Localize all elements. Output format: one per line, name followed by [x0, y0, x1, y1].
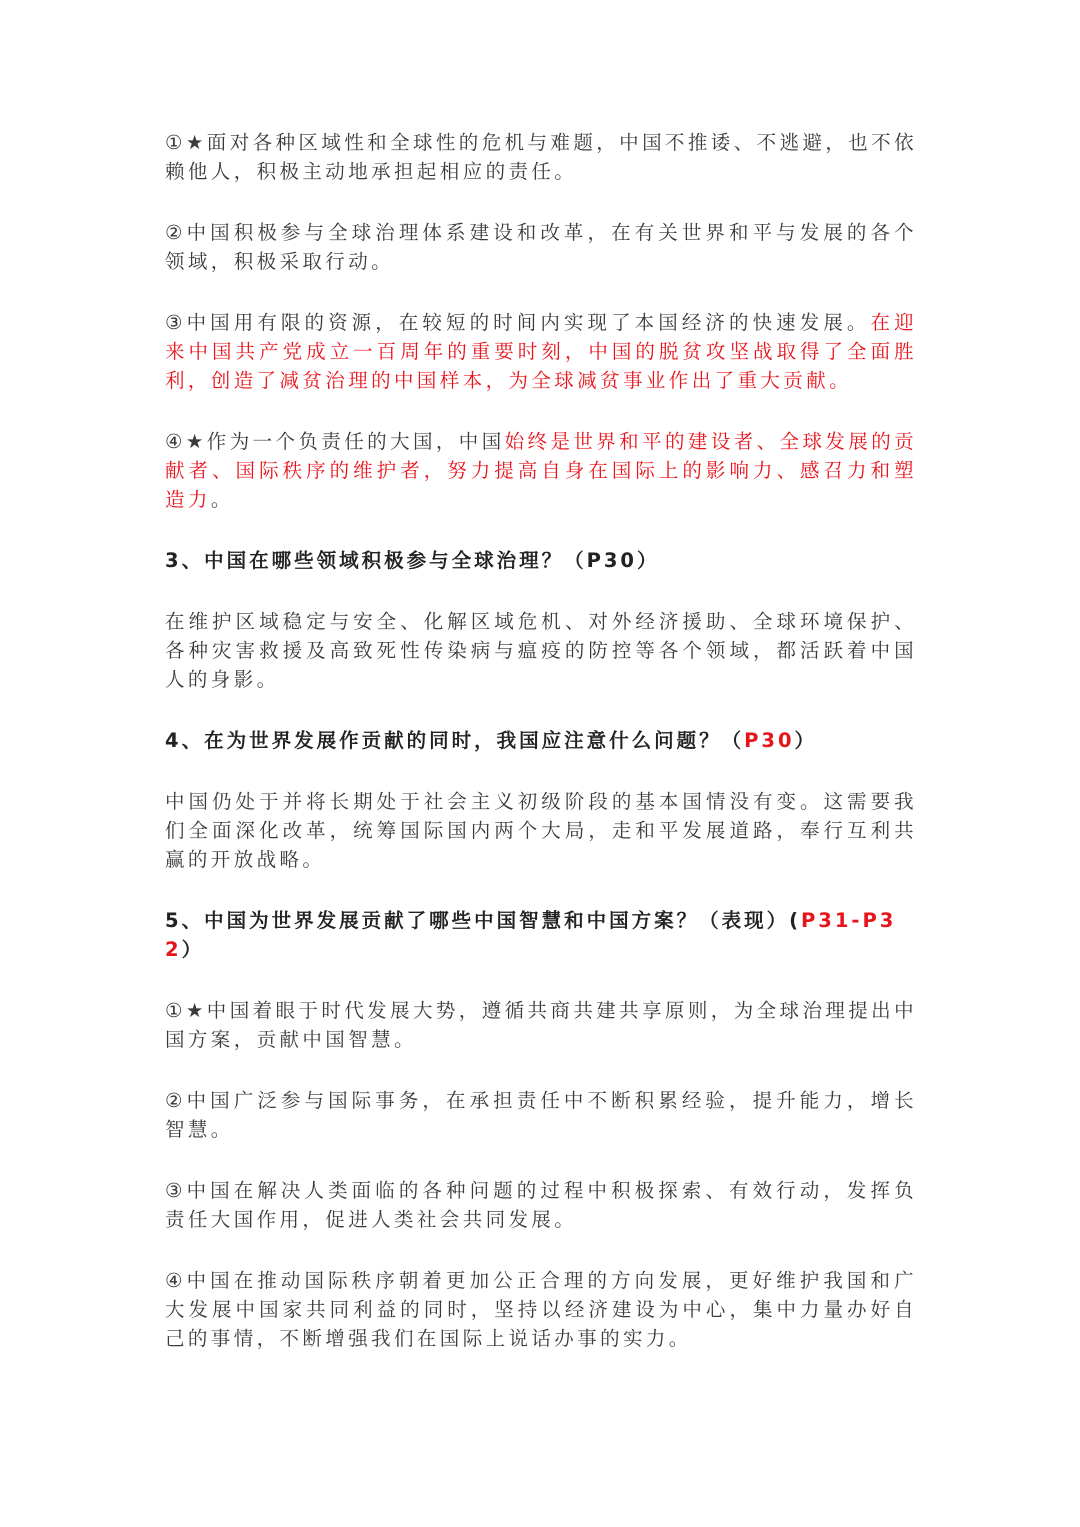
body-text: ②中国广泛参与国际事务，在承担责任中不断积累经验，提升能力，增长智慧。: [165, 1089, 917, 1141]
answer-paragraph: [165, 787, 917, 874]
body-text: ）: [181, 938, 205, 961]
highlighted-text: 在迎来中国共产党成立一百周年的重要时刻，中国的脱贫攻坚战取得了全面胜利，创造了减贫治理的中国样本，为全球减贫事业作出了重大贡献。: [165, 311, 917, 392]
paragraph-gap: [165, 964, 917, 996]
body-text: ①★中国着眼于时代发展大势，遵循共商共建共享原则，为全球治理提出中国方案，贡献中国智慧。: [165, 999, 917, 1051]
paragraph-gap: [165, 694, 917, 726]
paragraph-gap: [165, 575, 917, 607]
body-text: 5、中国为世界发展贡献了哪些中国智慧和中国方案？（表现）(: [165, 909, 801, 932]
body-text: ③中国用有限的资源，在较短的时间内实现了本国经济的快速发展。: [165, 311, 871, 334]
body-text: ④中国在推动国际秩序朝着更加公正合理的方向发展，更好维护我国和广大发展中国家共同利益的同时，坚持以经济建设为中心，集中力量办好自己的事情，不断增强我们在国际上说话办事的实力。: [165, 1269, 917, 1350]
body-text: 中国仍处于并将长期处于社会主义初级阶段的基本国情没有变。这需要我们全面深化改革，统筹国际国内两个大局，走和平发展道路，奉行互利共赢的开放战略。: [165, 790, 917, 871]
answer-paragraph: [165, 1176, 917, 1234]
body-text: ③中国在解决人类面临的各种问题的过程中积极探索、有效行动，发挥负责任大国作用，促进人类社会共同发展。: [165, 1179, 917, 1231]
answer-paragraph: [165, 128, 917, 186]
body-text: ④★作为一个负责任的大国，中国: [165, 430, 505, 453]
question-heading: [165, 906, 917, 964]
question-heading: [165, 726, 917, 755]
answer-paragraph: [165, 427, 917, 514]
answer-paragraph: [165, 996, 917, 1054]
body-text: 。: [210, 488, 234, 511]
answer-paragraph: [165, 1086, 917, 1144]
paragraph-gap: [165, 755, 917, 787]
highlighted-text: P31-P32: [165, 909, 897, 961]
answer-paragraph: [165, 1266, 917, 1353]
body-text: 在维护区域稳定与安全、化解区域危机、对外经济援助、全球环境保护、各种灾害救援及高致死性传染病与瘟疫的防控等各个领域，都活跃着中国人的身影。: [165, 610, 917, 691]
paragraph-gap: [165, 186, 917, 218]
paragraph-gap: [165, 1054, 917, 1086]
body-text: 4、在为世界发展作贡献的同时，我国应注意什么问题？（: [165, 729, 745, 752]
document-page: [165, 128, 917, 1353]
answer-paragraph: [165, 607, 917, 694]
question-heading: [165, 546, 917, 575]
paragraph-gap: [165, 395, 917, 427]
answer-paragraph: [165, 308, 917, 395]
answer-paragraph: [165, 218, 917, 276]
body-text: ②中国积极参与全球治理体系建设和改革，在有关世界和平与发展的各个领域，积极采取行动。: [165, 221, 917, 273]
body-text: 3、中国在哪些领域积极参与全球治理？（P30）: [165, 549, 660, 572]
highlighted-text: P30: [744, 729, 795, 752]
highlighted-text: 始终是世界和平的建设者、全球发展的贡献者、国际秩序的维护者，努力提高自身在国际上的影响力、感召力和塑造力: [165, 430, 917, 511]
paragraph-gap: [165, 514, 917, 546]
paragraph-gap: [165, 1144, 917, 1176]
paragraph-gap: [165, 1234, 917, 1266]
paragraph-gap: [165, 874, 917, 906]
body-text: ①★面对各种区域性和全球性的危机与难题，中国不推诿、不逃避，也不依赖他人，积极主动地承担起相应的责任。: [165, 131, 917, 183]
paragraph-gap: [165, 276, 917, 308]
body-text: ）: [794, 729, 818, 752]
